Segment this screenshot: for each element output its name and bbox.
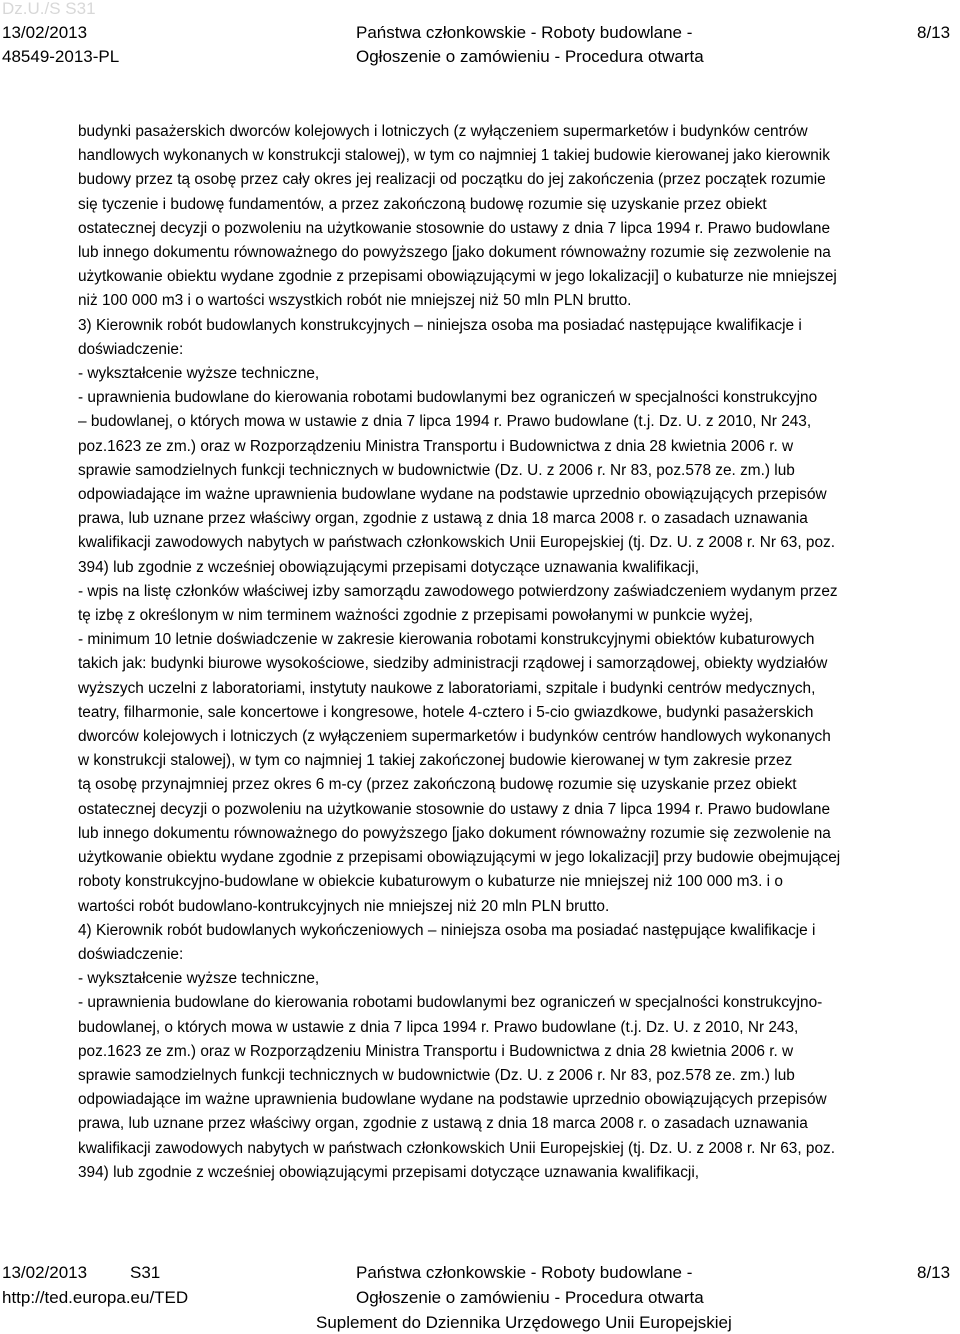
- text-line: handlowych wykonanych w konstrukcji stalowej), w tym co najmniej 1 takiej budowie kierowanej jako kierownik: [78, 147, 830, 165]
- header-ref: Dz.U./S S31: [2, 0, 96, 18]
- text-line: - uprawnienia budowlane do kierowania robotami budowlanymi bez ograniczeń w specjalności konstrukcyjno-: [78, 994, 823, 1012]
- footer-procedure: Ogłoszenie o zamówieniu - Procedura otwarta: [356, 1288, 704, 1307]
- page-header: [0, 0, 960, 70]
- page-footer: [0, 1262, 960, 1334]
- text-line: 4) Kierownik robót budowlanych wykończeniowych – niniejsza osoba ma posiadać następujące kwalifikacje i: [78, 921, 816, 939]
- text-line: - wykształcenie wyższe techniczne,: [78, 365, 320, 383]
- text-line: sprawie samodzielnych funkcji technicznych w budownictwie (Dz. U. z 2006 r. Nr 83, poz.578 ze. zm.) lub: [78, 1066, 795, 1084]
- text-line: niż 100 000 m3 i o wartości wszystkich robót nie mniejszej niż 50 mln PLN brutto.: [78, 292, 632, 310]
- text-line: tę izbę z określonym w nim terminem ważności zgodnie z przepisami powołanymi w punkcie wyżej,: [78, 607, 753, 625]
- text-line: prawa, lub uznane przez właściwy organ, zgodnie z ustawą z dnia 18 marca 2008 r. o zasadach uznawania: [78, 1115, 808, 1133]
- text-line: kwalifikacji zawodowych nabytych w państwach członkowskich Unii Europejskiej (tj. Dz. U. z 2008 r. Nr 63, poz.: [78, 1139, 836, 1157]
- text-line: lub innego dokumentu równoważnego do powyższego [jako dokument równoważny rozumie się zezwolenie na: [78, 244, 831, 262]
- header-date: 13/02/2013: [2, 23, 88, 42]
- footer-series: S31: [130, 1263, 161, 1282]
- text-line: ostatecznej decyzji o pozwoleniu na użytkowanie stosownie do ustawy z dnia 7 lipca 1994 r. Prawo budowlane: [78, 800, 831, 818]
- text-line: użytkowanie obiektu wydane zgodnie z przepisami obowiązującymi w jego lokalizacji] o kubaturze nie mniejszej: [78, 268, 837, 286]
- text-line: - wykształcenie wyższe techniczne,: [78, 970, 320, 988]
- footer-page-number: 8/13: [917, 1263, 951, 1282]
- text-line: dworców kolejowych i lotniczych (z wyłączeniem supermarketów i budynków centrów handlowych wykonanych: [78, 728, 831, 746]
- footer-date: 13/02/2013: [2, 1263, 88, 1282]
- text-line: odpowiadające im ważne uprawnienia budowlane wydane na podstawie uprzednio obowiązujących przepisów: [78, 1091, 827, 1109]
- text-line: - minimum 10 letnie doświadczenie w zakresie kierowania robotami konstrukcyjnymi obiektów kubaturowych: [78, 631, 815, 649]
- document-body: [78, 120, 950, 1185]
- footer-category: Państwa członkowskie - Roboty budowlane -: [356, 1263, 693, 1282]
- text-line: – budowlanej, o których mowa w ustawie z dnia 7 lipca 1994 r. Prawo budowlane (t.j. Dz. U. z 2010, Nr 243,: [78, 413, 812, 431]
- footer-supplement: Suplement do Dziennika Urzędowego Unii Europejskiej: [316, 1313, 732, 1332]
- text-line: - wpis na listę członków właściwej izby samorządu zawodowego potwierdzony zaświadczeniem wydanym przez: [78, 582, 838, 600]
- text-line: prawa, lub uznane przez właściwy organ, zgodnie z ustawą z dnia 18 marca 2008 r. o zasadach uznawania: [78, 510, 808, 528]
- text-line: takich jak: budynki biurowe wysokościowe, siedziby administracji rządowej i samorządowej, obiekty wydziałów: [78, 655, 828, 673]
- text-line: w konstrukcji stalowej), w tym co najmniej 1 takiej zakończonej budowie kierowanej w tym zakresie przez: [78, 752, 793, 770]
- text-line: 3) Kierownik robót budowlanych konstrukcyjnych – niniejsza osoba ma posiadać następujące kwalifikacje i: [78, 316, 802, 334]
- text-line: lub innego dokumentu równoważnego do powyższego [jako dokument równoważny rozumie się zezwolenie na: [78, 824, 831, 842]
- text-line: wartości robót budowlano-kontrukcyjnych nie mniejszej niż 20 mln PLN brutto.: [78, 897, 610, 915]
- header-category: Państwa członkowskie - Roboty budowlane -: [356, 23, 693, 42]
- header-page-number: 8/13: [917, 23, 951, 42]
- text-line: kwalifikacji zawodowych nabytych w państwach członkowskich Unii Europejskiej (tj. Dz. U. z 2008 r. Nr 63, poz.: [78, 534, 836, 552]
- text-line: 394) lub zgodnie z wcześniej obowiązującymi przepisami dotyczące uznawania kwalifikacji,: [78, 1163, 700, 1181]
- footer-url[interactable]: http://ted.europa.eu/TED: [2, 1288, 189, 1307]
- text-line: doświadczenie:: [78, 945, 184, 963]
- text-line: 394) lub zgodnie z wcześniej obowiązującymi przepisami dotyczące uznawania kwalifikacji,: [78, 558, 700, 576]
- header-top-strip: [0, 0, 960, 22]
- text-line: sprawie samodzielnych funkcji technicznych w budownictwie (Dz. U. z 2006 r. Nr 83, poz.578 ze. zm.) lub: [78, 461, 795, 479]
- text-line: budowy przez tą osobę przez cały okres jej realizacji od początku do jej zakończenia (przez początek rozumie: [78, 171, 826, 189]
- text-line: doświadczenie:: [78, 340, 184, 358]
- text-line: - uprawnienia budowlane do kierowania robotami budowlanymi bez ograniczeń w specjalności konstrukcyjno: [78, 389, 818, 407]
- text-line: budowlanej, o których mowa w ustawie z dnia 7 lipca 1994 r. Prawo budowlane (t.j. Dz. U. z 2010, Nr 243,: [78, 1018, 799, 1036]
- header-doc-id: 48549-2013-PL: [2, 47, 120, 66]
- text-line: się tyczenie i budowę fundamentów, a przez zakończoną budowę rozumie się uzyskanie przez obiekt: [78, 195, 767, 213]
- header-procedure: Ogłoszenie o zamówieniu - Procedura otwarta: [356, 47, 704, 66]
- text-line: roboty konstrukcyjno-budowlane w obiekcie kubaturowym o kubaturze nie mniejszej niż 100 000 m3. i o: [78, 873, 783, 891]
- text-line: użytkowanie obiektu wydane zgodnie z przepisami obowiązującymi w jego lokalizacji] przy budowie obejmującej: [78, 849, 841, 867]
- text-line: budynki pasażerskich dworców kolejowych i lotniczych (z wyłączeniem supermarketów i budynków centrów: [78, 123, 808, 140]
- text-line: teatry, filharmonie, sale koncertowe i kongresowe, hotele 4-cztero i 5-cio gwiazdkowe, budynki pasażerskich: [78, 703, 814, 721]
- text-line: tą osobę przynajmniej przez okres 6 m-cy (przez zakończoną budowę rozumie się uzyskanie przez obiekt: [78, 776, 797, 794]
- text-line: wyższych uczelni z laboratoriami, instytuty naukowe z laboratoriami, szpitale i budynki centrów medycznych,: [78, 679, 816, 697]
- text-line: poz.1623 ze zm.) oraz w Rozporządzeniu Ministra Transportu i Budownictwa z dnia 28 kwietnia 2006 r. w: [78, 437, 794, 455]
- text-line: ostatecznej decyzji o pozwoleniu na użytkowanie stosownie do ustawy z dnia 7 lipca 1994 r. Prawo budowlane: [78, 219, 831, 237]
- text-line: odpowiadające im ważne uprawnienia budowlane wydane na podstawie uprzednio obowiązujących przepisów: [78, 486, 827, 504]
- text-line: poz.1623 ze zm.) oraz w Rozporządzeniu Ministra Transportu i Budownictwa z dnia 28 kwietnia 2006 r. w: [78, 1042, 794, 1060]
